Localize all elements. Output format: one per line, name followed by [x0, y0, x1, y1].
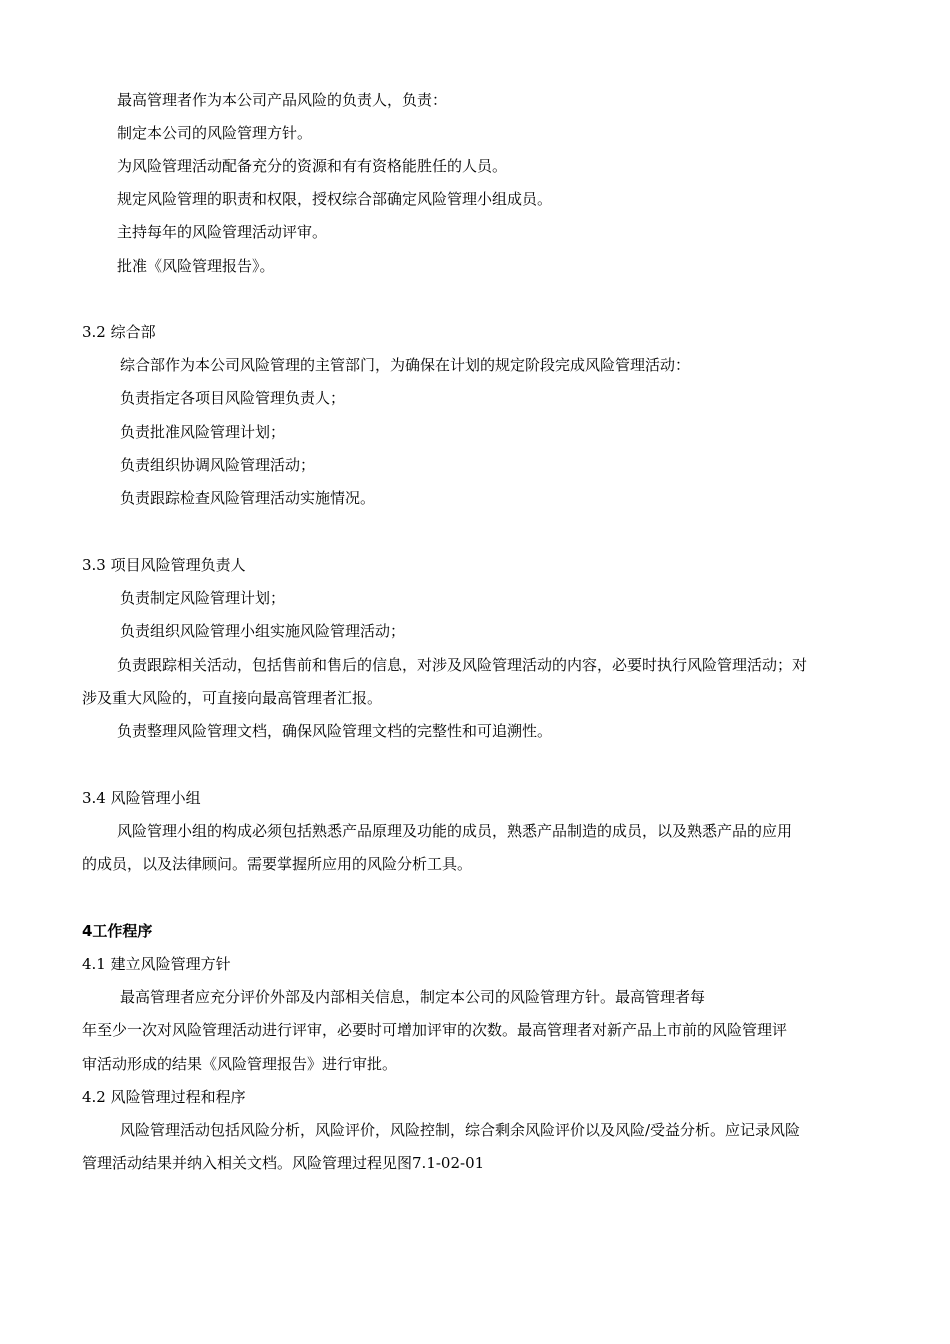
paragraph-line: 负责组织风险管理小组实施风险管理活动；: [120, 622, 406, 640]
section-heading: 3.3 项目风险管理负责人: [82, 556, 246, 574]
paragraph-line: 负责跟踪相关活动，包括售前和售后的信息，对涉及风险管理活动的内容，必要时执行风险管理活动；对: [117, 656, 808, 674]
section-heading: 3.4 风险管理小组: [82, 789, 201, 807]
paragraph-line: 涉及重大风险的，可直接向最高管理者汇报。: [82, 689, 383, 707]
paragraph-line: 制定本公司的风险管理方针。: [117, 124, 313, 142]
paragraph-line: 的成员，以及法律顾问。需要掌握所应用的风险分析工具。: [82, 855, 473, 873]
paragraph-line: 管理活动结果并纳入相关文档。风险管理过程见图7.1-02-01: [82, 1154, 485, 1172]
paragraph-line: 综合部作为本公司风险管理的主管部门，为确保在计划的规定阶段完成风险管理活动：: [120, 356, 691, 374]
chapter-heading: 4工作程序: [82, 922, 153, 940]
section-heading: 4.1 建立风险管理方针: [82, 955, 231, 973]
paragraph-line: 负责指定各项目风险管理负责人；: [120, 389, 346, 407]
paragraph-line: 风险管理活动包括风险分析，风险评价，风险控制，综合剩余风险评价以及风险/受益分析。应记录风险: [120, 1121, 801, 1139]
paragraph-line: 负责组织协调风险管理活动；: [120, 456, 316, 474]
paragraph-line: 主持每年的风险管理活动评审。: [117, 223, 328, 241]
section-heading: 4.2 风险管理过程和程序: [82, 1088, 246, 1106]
paragraph-line: 规定风险管理的职责和权限，授权综合部确定风险管理小组成员。: [117, 190, 553, 208]
paragraph-line: 批准《风险管理报告》。: [117, 257, 275, 275]
paragraph-line: 负责整理风险管理文档，确保风险管理文档的完整性和可追溯性。: [117, 722, 553, 740]
paragraph-line: 最高管理者作为本公司产品风险的负责人，负责：: [117, 91, 448, 109]
paragraph-line: 审活动形成的结果《风险管理报告》进行审批。: [82, 1055, 398, 1073]
paragraph-line: 负责跟踪检查风险管理活动实施情况。: [120, 489, 376, 507]
paragraph-line: 风险管理小组的构成必须包括熟悉产品原理及功能的成员，熟悉产品制造的成员，以及熟悉产品的应用: [117, 822, 793, 840]
paragraph-line: 负责批准风险管理计划；: [120, 423, 286, 441]
paragraph-line: 为风险管理活动配备充分的资源和有有资格能胜任的人员。: [117, 157, 508, 175]
section-heading: 3.2 综合部: [82, 323, 156, 341]
paragraph-line: 最高管理者应充分评价外部及内部相关信息，制定本公司的风险管理方针。最高管理者每: [120, 988, 706, 1006]
paragraph-line: 年至少一次对风险管理活动进行评审，必要时可增加评审的次数。最高管理者对新产品上市前的风险管理评: [82, 1021, 788, 1039]
paragraph-line: 负责制定风险管理计划；: [120, 589, 286, 607]
